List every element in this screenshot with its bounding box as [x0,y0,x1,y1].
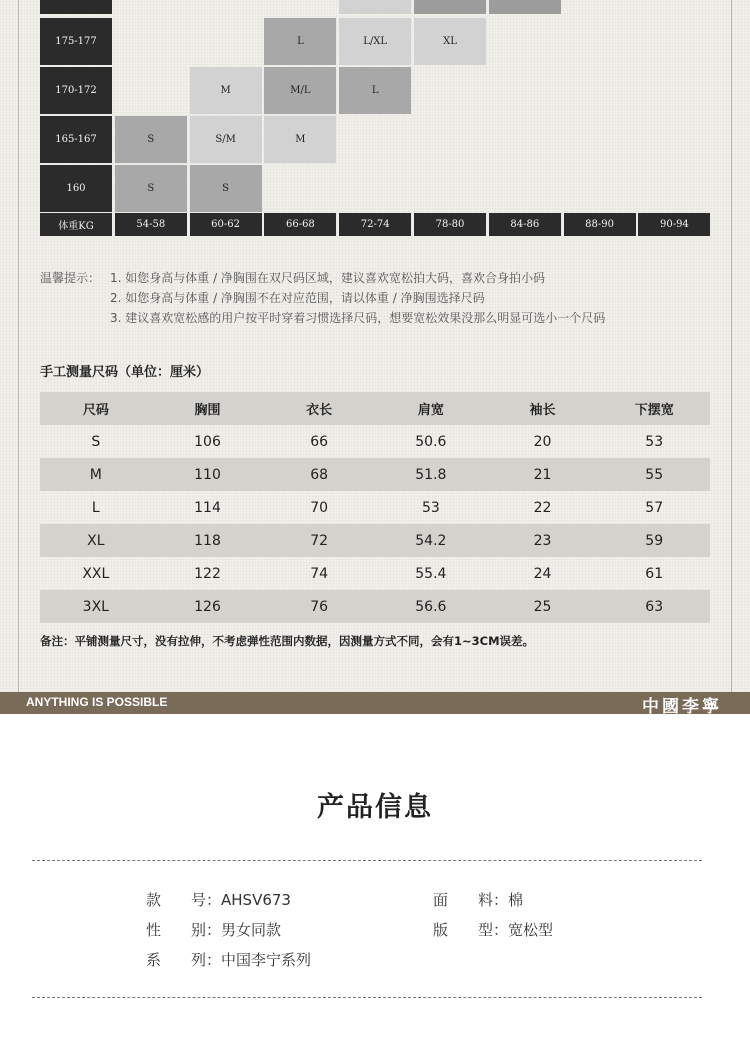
info-key: 面 料： [433,891,509,909]
table-cell: 106 [194,433,221,450]
info-series [146,949,311,970]
info-key: 版 型： [433,921,509,939]
weight-label: 体重KG [40,213,112,236]
info-gender [146,919,281,940]
height-label: 170-172 [40,67,112,114]
table-cell: 20 [533,433,552,450]
tip-line-3: 3. 建议喜欢宽松感的用户按平时穿着习惯选择尺码，想要宽松效果没那么明显可选小一个尺码 [110,311,606,325]
table-row [40,491,710,524]
table-cell: 66 [310,433,329,450]
tip-line-2: 2. 如您身高与体重 / 净胸围不在对应范围，请以体重 / 净胸围选择尺码 [110,291,485,305]
table-cell: 59 [645,532,664,549]
table-cell: 70 [310,499,329,516]
column-header: 尺码 [82,403,109,418]
table-cell: 57 [645,499,664,516]
info-fabric [433,889,523,910]
weight-range: 54-58 [115,213,187,236]
table-cell: 51.8 [415,466,447,483]
table-cell: 114 [194,499,221,516]
size-cell: L [339,67,411,114]
table-cell: 74 [310,565,329,582]
height-cell-partial [40,0,112,14]
size-cell: S/M [190,116,262,163]
size-cell-partial [489,0,561,14]
info-key: 性 别： [146,921,222,939]
column-header: 肩宽 [417,403,444,418]
info-fit [433,919,553,940]
size-cell: M/L [264,67,336,114]
table-header-row [40,392,710,425]
table-cell: 68 [310,466,329,483]
size-cell: L/XL [339,18,411,65]
table-cell: 24 [533,565,552,582]
divider-top [32,860,702,861]
table-cell: 22 [533,499,552,516]
info-value: 中国李宁系列 [221,951,312,969]
info-value: 宽松型 [508,921,554,939]
brand-logo-text: 中國李寧 [642,697,722,717]
table-cell: 76 [310,598,329,615]
height-label: 175-177 [40,18,112,65]
weight-range: 78-80 [414,213,486,236]
info-value: AHSV673 [221,891,291,909]
table-row [40,590,710,623]
divider-bottom [32,997,702,998]
size-cell-partial [414,0,486,14]
info-style-no [146,889,291,910]
info-key: 系 列： [146,951,222,969]
measurement-title: 手工测量尺码（单位：厘米） [40,365,210,380]
table-cell: 56.6 [415,598,447,615]
table-cell: 55.4 [415,565,447,582]
frame-line-right [731,0,732,692]
table-cell: 61 [645,565,664,582]
table-cell: L [91,499,100,516]
table-cell: 54.2 [415,532,447,549]
size-cell: S [115,116,187,163]
size-cell: XL [414,18,486,65]
brand-banner [0,692,750,717]
height-label: 165-167 [40,116,112,163]
product-info-title: 产品信息 [317,792,433,823]
tips-title: 温馨提示： [40,271,101,285]
table-cell: XXL [82,565,110,582]
weight-range: 88-90 [564,213,636,236]
column-header: 袖长 [529,403,556,418]
column-header: 下摆宽 [634,403,674,418]
table-cell: XL [87,532,105,549]
table-cell: 53 [421,499,440,516]
table-row [40,524,710,557]
table-cell: 72 [310,532,329,549]
table-cell: 25 [533,598,552,615]
weight-range: 72-74 [339,213,411,236]
table-row [40,458,710,491]
table-cell: 50.6 [415,433,447,450]
table-cell: 63 [645,598,664,615]
table-cell: 53 [645,433,664,450]
table-cell: 21 [533,466,552,483]
table-cell: 110 [194,466,221,483]
weight-range: 84-86 [489,213,561,236]
info-value: 棉 [508,891,524,909]
size-cell: S [115,165,187,212]
table-cell: S [91,433,101,450]
slogan: ANYTHING IS POSSIBLE [26,695,168,709]
size-cell: M [190,67,262,114]
info-value: 男女同款 [221,921,282,939]
table-cell: 55 [645,466,664,483]
table-cell: 23 [533,532,552,549]
table-cell: M [89,466,102,483]
table-cell: 122 [194,565,221,582]
weight-range: 66-68 [264,213,336,236]
size-cell: L [264,18,336,65]
column-header: 胸围 [194,403,221,418]
tip-line-1: 1. 如您身高与体重 / 净胸围在双尺码区域，建议喜欢宽松拍大码，喜欢合身拍小码 [110,271,545,285]
frame-line-left [18,0,19,692]
measurement-remark: 备注：平铺测量尺寸，没有拉伸，不考虑弹性范围内数据，因测量方式不同，会有1~3CM误差。 [40,634,535,648]
info-key: 款 号： [146,891,222,909]
table-row [40,425,710,458]
table-cell: 3XL [82,598,109,615]
height-label: 160 [40,165,112,212]
size-cell-partial [339,0,411,14]
column-header: 衣长 [306,403,333,418]
size-cell: S [190,165,262,212]
table-cell: 118 [194,532,221,549]
weight-range: 60-62 [190,213,262,236]
table-row [40,557,710,590]
size-cell: M [264,116,336,163]
weight-range: 90-94 [638,213,710,236]
table-cell: 126 [194,598,221,615]
